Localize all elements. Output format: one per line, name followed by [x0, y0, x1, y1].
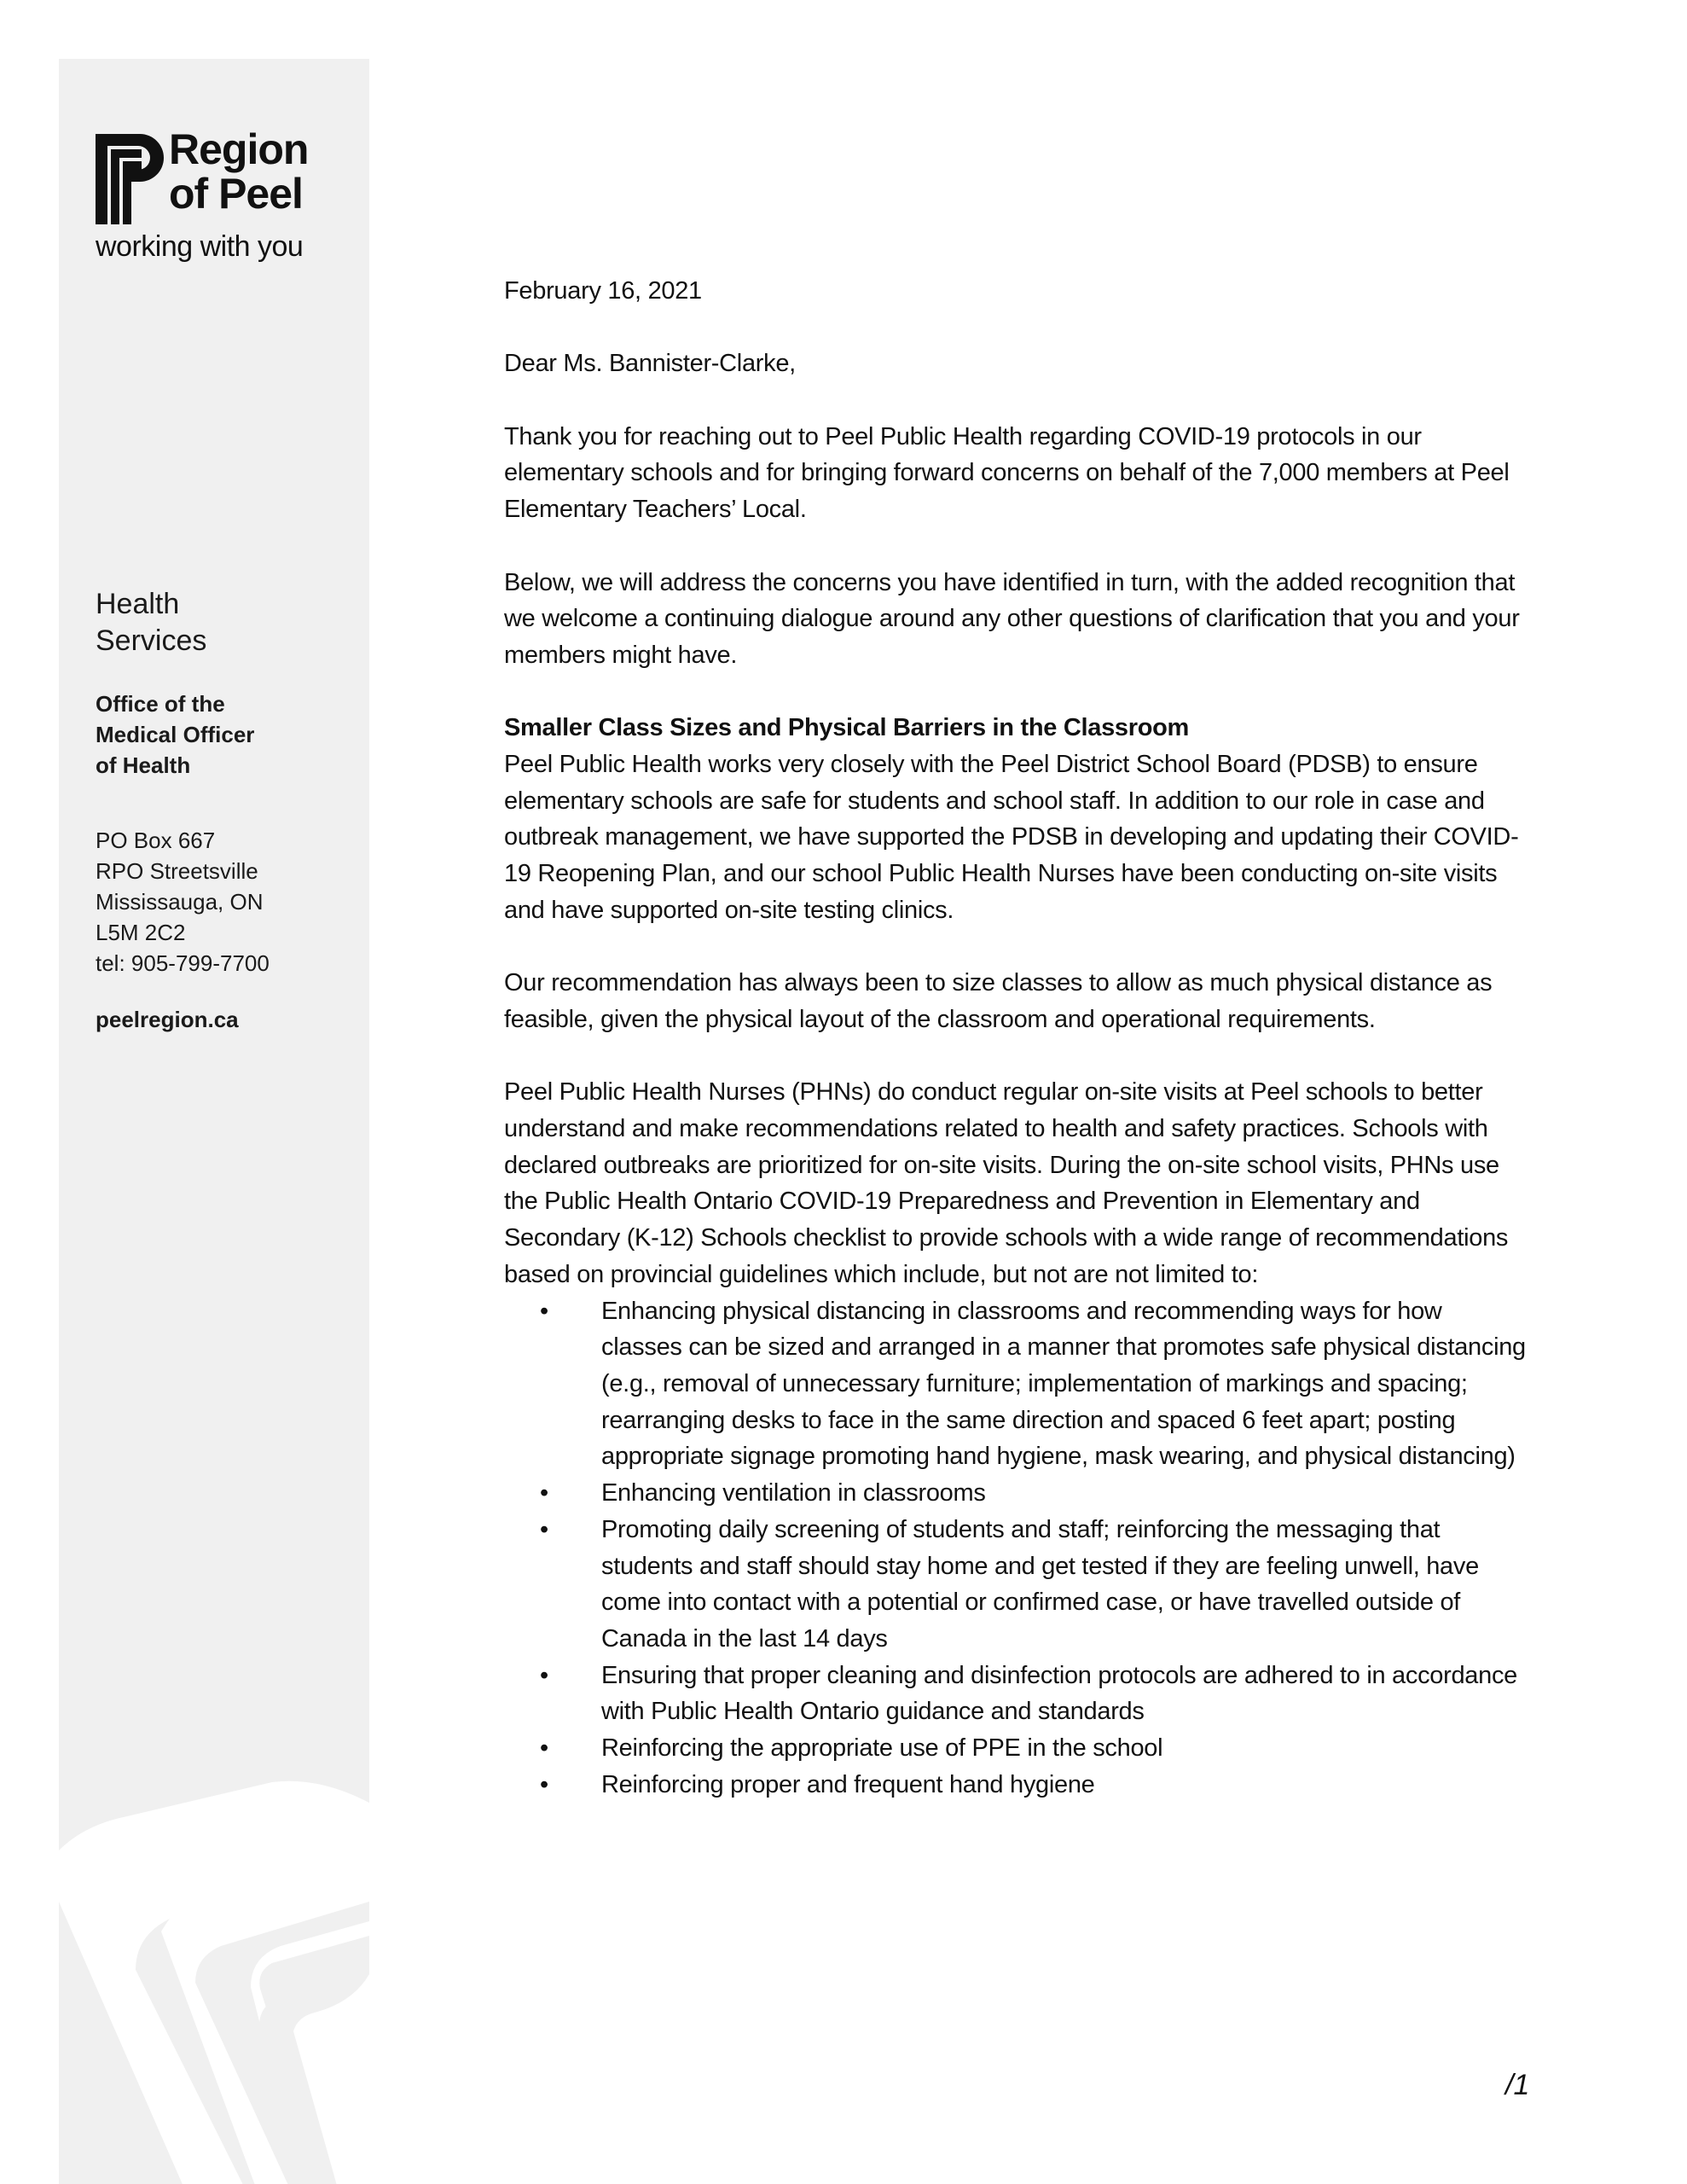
section-paragraph-2: Our recommendation has always been to size classes to allow as much physical distance as feasible, given the physical layout of the classroom and operational requirements. [504, 969, 1493, 1033]
list-item [504, 1512, 1528, 1658]
phone-number: tel: 905-799-7700 [96, 950, 270, 976]
section-heading: Smaller Class Sizes and Physical Barriers in the Classroom [504, 714, 1190, 742]
website-link[interactable]: peelregion.ca [96, 1007, 239, 1032]
logo-title-line2: of Peel [169, 170, 303, 218]
bullet-icon: • [540, 1661, 548, 1689]
section-paragraph-3: Peel Public Health Nurses (PHNs) do conduct regular on-site visits at Peel schools to better understand and make recommendations related to health and safety practices. Schools with declared outbreaks are prioritized for on-site visits. During the on-site school visits, PHNs use the Public Health Ontario COVID-19 Preparedness and Prevention in Elementary and Secondary (K-12) Schools checklist to provide schools with a wide range of recommendations based on provincial guidelines which include, but not are not limited to: [504, 1078, 1509, 1288]
office-line2: Medical Officer [96, 722, 255, 747]
list-item-text: Reinforcing proper and frequent hand hygiene [601, 1770, 1095, 1798]
mailing-address [96, 825, 270, 979]
bullet-icon: • [540, 1515, 548, 1543]
address-line1: PO Box 667 [96, 828, 216, 853]
department-line2: Services [96, 624, 207, 657]
department-name [96, 586, 206, 659]
list-item [504, 1730, 1528, 1767]
salutation: Dear Ms. Bannister-Clarke, [504, 350, 796, 378]
logo-title-line1: Region [169, 125, 309, 173]
letter-date: February 16, 2021 [504, 277, 702, 305]
list-item-text: Promoting daily screening of students and staff; reinforcing the messaging that students and staff should stay home and get tested if they are feeling unwell, have come into contact with a potential or confirmed case, or have travelled outside of Canada in the last 14 days [601, 1515, 1479, 1653]
region-of-peel-logo [96, 125, 343, 270]
address-line3: Mississauga, ON [96, 889, 264, 915]
office-line1: Office of the [96, 691, 225, 717]
watermark-p-logo-icon [59, 1722, 369, 2184]
list-item [504, 1293, 1528, 1476]
letterhead-sidebar [59, 59, 369, 2184]
below-paragraph: Below, we will address the concerns you have identified in turn, with the added recognition that we welcome a continuing dialogue around any other questions of clarification that you and your members might have. [504, 568, 1520, 669]
address-line2: RPO Streetsville [96, 858, 258, 884]
list-item [504, 1475, 1528, 1512]
list-item-text: Enhancing physical distancing in classrooms and recommending ways for how classes can be sized and arranged in a manner that promotes safe physical distancing (e.g., removal of unnecessary furniture; implementation of markings and spacing; rearranging desks to face in the same direction and spaced 6 feet apart; posting appropriate signage promoting hand hygiene, mask wearing, and physical distancing) [601, 1297, 1526, 1471]
intro-paragraph: Thank you for reaching out to Peel Public Health regarding COVID-19 protocols in our elementary schools and for bringing forward concerns on behalf of the 7,000 members at Peel Elementary Teachers’ Local. [504, 422, 1510, 524]
office-name [96, 688, 254, 781]
logo-tagline: working with you [96, 230, 304, 263]
bullet-icon: • [540, 1734, 548, 1763]
list-item-text: Ensuring that proper cleaning and disinfection protocols are adhered to in accordance with Public Health Ontario guidance and standards [601, 1661, 1517, 1726]
bullet-icon: • [540, 1297, 548, 1325]
address-line4: L5M 2C2 [96, 920, 186, 945]
recommendations-list [504, 1293, 1528, 1804]
department-line1: Health [96, 588, 180, 620]
bullet-icon: • [540, 1770, 548, 1798]
bullet-icon: • [540, 1479, 548, 1507]
letter-body [504, 273, 1528, 1803]
list-item-text: Enhancing ventilation in classrooms [601, 1479, 986, 1507]
logo-title [169, 127, 308, 216]
list-item [504, 1767, 1528, 1804]
list-item [504, 1658, 1528, 1730]
office-line3: of Health [96, 752, 191, 778]
list-item-text: Reinforcing the appropriate use of PPE in the school [601, 1734, 1163, 1763]
page-number: /1 [1505, 2069, 1530, 2101]
section-paragraph-1: Peel Public Health works very closely with the Peel District School Board (PDSB) to ensure elementary schools are safe for students and school staff. In addition to our role in case and outbreak management, we have supported the PDSB in developing and updating their COVID-19 Reopening Plan, and our school Public Health Nurses have been conducting on-site visits and have supported on-site testing clinics. [504, 751, 1519, 924]
region-of-peel-p-mark-icon [96, 134, 164, 224]
